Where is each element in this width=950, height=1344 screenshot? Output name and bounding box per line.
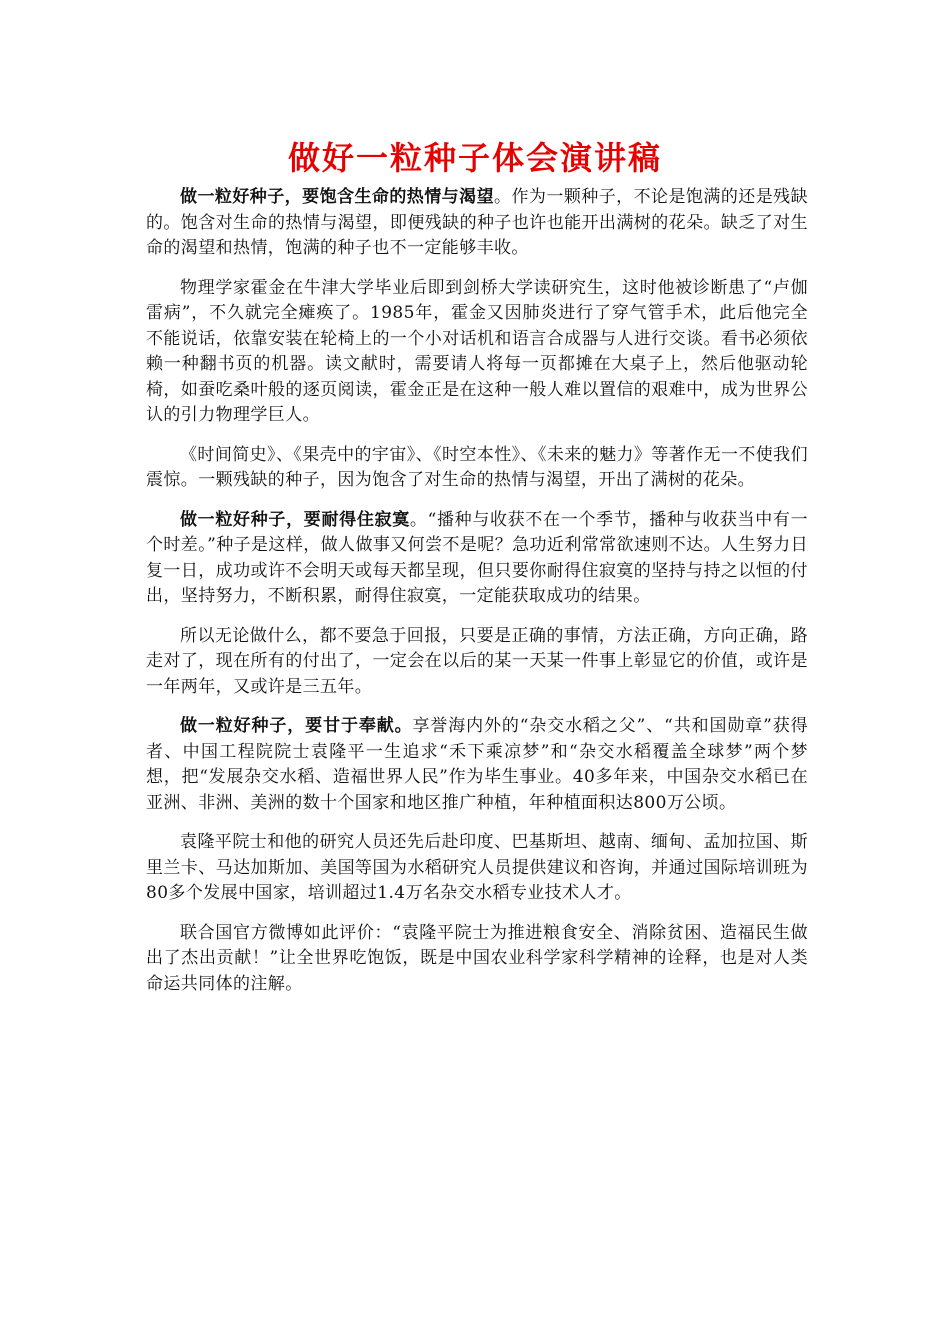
paragraph-1: [146, 185, 808, 262]
paragraph-lead: 做一粒好种子，要甘于奉献。: [180, 716, 413, 736]
paragraph-5: [146, 624, 808, 701]
paragraph-2: [146, 276, 808, 429]
paragraph-4: [146, 508, 808, 610]
paragraph-7: [146, 830, 808, 907]
paragraph-text: 所以无论做什么，都不要急于回报，只要是正确的事情，方法正确，方向正确，路走对了，现在所有的付出了，一定会在以后的某一天某一件事上彰显它的价值，或许是一年两年，又或许是三五年。: [146, 625, 808, 697]
paragraph-text: 享誉海内外的“杂交水稻之父”、“共和国勋章”获得者、中国工程院院士袁隆平一生追求“禾下乘凉梦”和“杂交水稻覆盖全球梦”两个梦想，把“发展杂交水稻、造福世界人民”作为毕生事业。40多年来，中国杂交水稻已在亚洲、非洲、美洲的数十个国家和地区推广种植，年种植面积达800万公顷。: [146, 716, 808, 813]
paragraph-text: 《时间简史》、《果壳中的宇宙》、《时空本性》、《未来的魅力》等著作无一不使我们震惊。一颗残缺的种子，因为饱含了对生命的热情与渴望，开出了满树的花朵。: [146, 444, 808, 490]
paragraph-text: 袁隆平院士和他的研究人员还先后赴印度、巴基斯坦、越南、缅甸、孟加拉国、斯里兰卡、马达加斯加、美国等国为水稻研究人员提供建议和咨询，并通过国际培训班为80多个发展中国家，培训超过1.4万名杂交水稻专业技术人才。: [146, 832, 808, 903]
paragraph-lead: 做一粒好种子，要饱含生命的热情与渴望: [180, 187, 495, 207]
paragraph-text: 。“播种与收获不在一个季节，播种与收获当中有一个时差。”种子是这样，做人做事又何尝不是呢？急功近利常常欲速则不达。人生努力日复一日，成功或许不会明天或每天都呈现，但只要你耐得住寂寞的坚持与持之以恒的付出，坚持努力，不断积累，耐得住寂寞，一定能获取成功的结果。: [146, 509, 809, 606]
paragraph-6: [146, 714, 808, 816]
document-body: [146, 185, 808, 1011]
document-title: 做好一粒种子体会演讲稿: [287, 139, 662, 177]
paragraph-text: 联合国官方微博如此评价：“袁隆平院士为推进粮食安全、消除贫困、造福民生做出了杰出贡献！”让全世界吃饱饭，既是中国农业科学家科学精神的诠释，也是对人类命运共同体的注解。: [146, 922, 808, 994]
paragraph-8: [146, 921, 808, 998]
paragraph-3: [146, 443, 808, 494]
paragraph-lead: 做一粒好种子，要耐得住寂寞: [180, 509, 410, 530]
paragraph-text: 物理学家霍金在牛津大学毕业后即到剑桥大学读研究生，这时他被诊断患了“卢伽雷病”，不久就完全瘫痪了。1985年，霍金又因肺炎进行了穿气管手术，此后他完全不能说话，依靠安装在轮椅上的一个小对话机和语言合成器与人进行交谈。看书必须依赖一种翻书页的机器。读文献时，需要请人将每一页都摊在大桌子上，然后他驱动轮椅，如蚕吃桑叶般的逐页阅读，霍金正是在这种一般人难以置信的艰难中，成为世界公认的引力物理学巨人。: [146, 277, 808, 425]
paragraph-text: 。作为一颗种子，不论是饱满的还是残缺的。饱含对生命的热情与渴望，即便残缺的种子也许也能开出满树的花朵。缺乏了对生命的渴望和热情，饱满的种子也不一定能够丰收。: [146, 187, 809, 258]
